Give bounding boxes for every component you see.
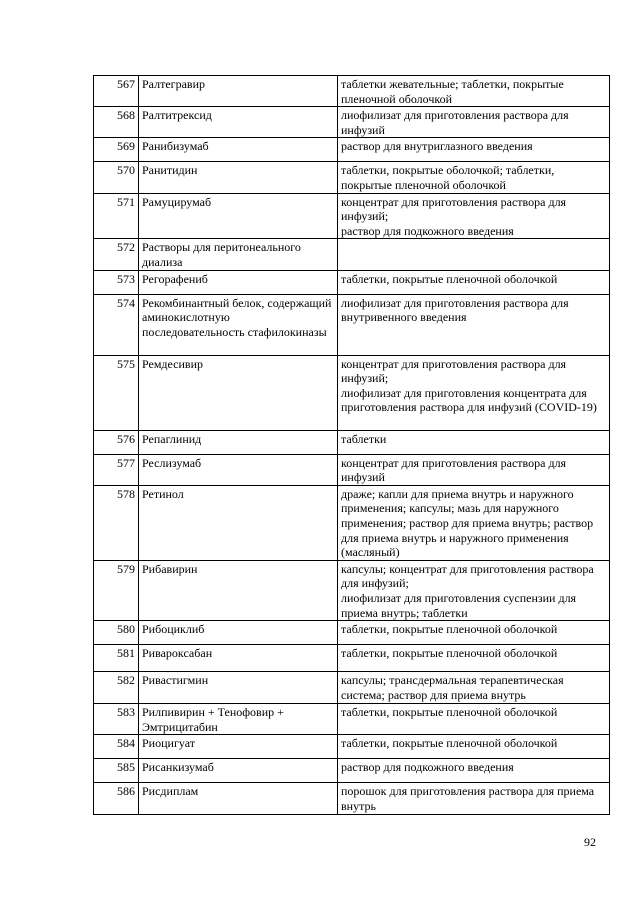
drug-table	[93, 75, 610, 815]
drug-name: Растворы для перитонеального диализа	[139, 239, 338, 270]
table-row	[94, 294, 610, 355]
dosage-form: таблетки, покрытые пленочной оболочкой	[338, 704, 610, 735]
dosage-form: концентрат для приготовления раствора для инфузий	[338, 454, 610, 485]
row-number: 567	[94, 76, 139, 107]
drug-name: Ретинол	[139, 485, 338, 560]
drug-name: Рекомбинантный белок, содержащий аминокислотную последовательность стафилокиназы	[139, 294, 338, 355]
drug-name: Ривароксабан	[139, 645, 338, 672]
drug-name: Реслизумаб	[139, 454, 338, 485]
dosage-form: раствор для подкожного введения	[338, 759, 610, 783]
row-number: 571	[94, 193, 139, 239]
drug-name: Ранибизумаб	[139, 138, 338, 162]
table-row	[94, 704, 610, 735]
table-row	[94, 783, 610, 815]
drug-name: Ранитидин	[139, 162, 338, 193]
row-number: 570	[94, 162, 139, 193]
dosage-form: таблетки, покрытые оболочкой; таблетки, покрытые пленочной оболочкой	[338, 162, 610, 193]
table-row	[94, 138, 610, 162]
row-number: 582	[94, 672, 139, 704]
dosage-form: таблетки, покрытые пленочной оболочкой	[338, 645, 610, 672]
dosage-form: концентрат для приготовления раствора для инфузий; раствор для подкожного введения	[338, 193, 610, 239]
row-number: 585	[94, 759, 139, 783]
dosage-form: таблетки, покрытые пленочной оболочкой	[338, 621, 610, 645]
row-number: 580	[94, 621, 139, 645]
drug-name: Ралтегравир	[139, 76, 338, 107]
row-number: 572	[94, 239, 139, 270]
row-number: 583	[94, 704, 139, 735]
dosage-form	[338, 239, 610, 270]
row-number: 586	[94, 783, 139, 815]
row-number: 569	[94, 138, 139, 162]
dosage-form: порошок для приготовления раствора для приема внутрь	[338, 783, 610, 815]
table-row	[94, 270, 610, 294]
drug-name: Репаглинид	[139, 430, 338, 454]
row-number: 584	[94, 735, 139, 759]
table-row	[94, 239, 610, 270]
drug-name: Рисанкизумаб	[139, 759, 338, 783]
row-number: 579	[94, 560, 139, 620]
drug-name: Ремдесивир	[139, 355, 338, 430]
table-row	[94, 759, 610, 783]
dosage-form: капсулы; концентрат для приготовления раствора для инфузий; лиофилизат для приготовления суспензии для приема внутрь; таблетки	[338, 560, 610, 620]
drug-name: Рилпивирин + Тенофовир + Эмтрицитабин	[139, 704, 338, 735]
drug-name: Рибавирин	[139, 560, 338, 620]
dosage-form: лиофилизат для приготовления раствора для внутривенного введения	[338, 294, 610, 355]
table-row	[94, 560, 610, 620]
table-row	[94, 672, 610, 704]
table-row	[94, 485, 610, 560]
drug-name: Рамуцирумаб	[139, 193, 338, 239]
dosage-form: таблетки	[338, 430, 610, 454]
table-row	[94, 193, 610, 239]
dosage-form: раствор для внутриглазного введения	[338, 138, 610, 162]
table-row	[94, 621, 610, 645]
table-row	[94, 645, 610, 672]
dosage-form: концентрат для приготовления раствора для инфузий; лиофилизат для приготовления концентрата для приготовления раствора для инфузий (COVID-19)	[338, 355, 610, 430]
table-row	[94, 735, 610, 759]
drug-name: Риоцигуат	[139, 735, 338, 759]
drug-name: Ралтитрексид	[139, 107, 338, 138]
dosage-form: драже; капли для приема внутрь и наружного применения; капсулы; мазь для наружного применения; раствор для приема внутрь; раствор для приема внутрь и наружного применения (масляный)	[338, 485, 610, 560]
drug-name: Регорафениб	[139, 270, 338, 294]
page-number: 92	[584, 835, 596, 849]
row-number: 574	[94, 294, 139, 355]
row-number: 573	[94, 270, 139, 294]
row-number: 581	[94, 645, 139, 672]
row-number: 577	[94, 454, 139, 485]
dosage-form: таблетки, покрытые пленочной оболочкой	[338, 735, 610, 759]
drug-name: Ривастигмин	[139, 672, 338, 704]
row-number: 575	[94, 355, 139, 430]
table-row	[94, 430, 610, 454]
table-row	[94, 76, 610, 107]
drug-name: Рисдиплам	[139, 783, 338, 815]
row-number: 576	[94, 430, 139, 454]
dosage-form: таблетки жевательные; таблетки, покрытые пленочной оболочкой	[338, 76, 610, 107]
dosage-form: таблетки, покрытые пленочной оболочкой	[338, 270, 610, 294]
table-row	[94, 107, 610, 138]
dosage-form: лиофилизат для приготовления раствора для инфузий	[338, 107, 610, 138]
row-number: 578	[94, 485, 139, 560]
table-row	[94, 355, 610, 430]
drug-name: Рибоциклиб	[139, 621, 338, 645]
drug-table-body	[94, 76, 610, 815]
dosage-form: капсулы; трансдермальная терапевтическая система; раствор для приема внутрь	[338, 672, 610, 704]
table-row	[94, 162, 610, 193]
table-row	[94, 454, 610, 485]
row-number: 568	[94, 107, 139, 138]
